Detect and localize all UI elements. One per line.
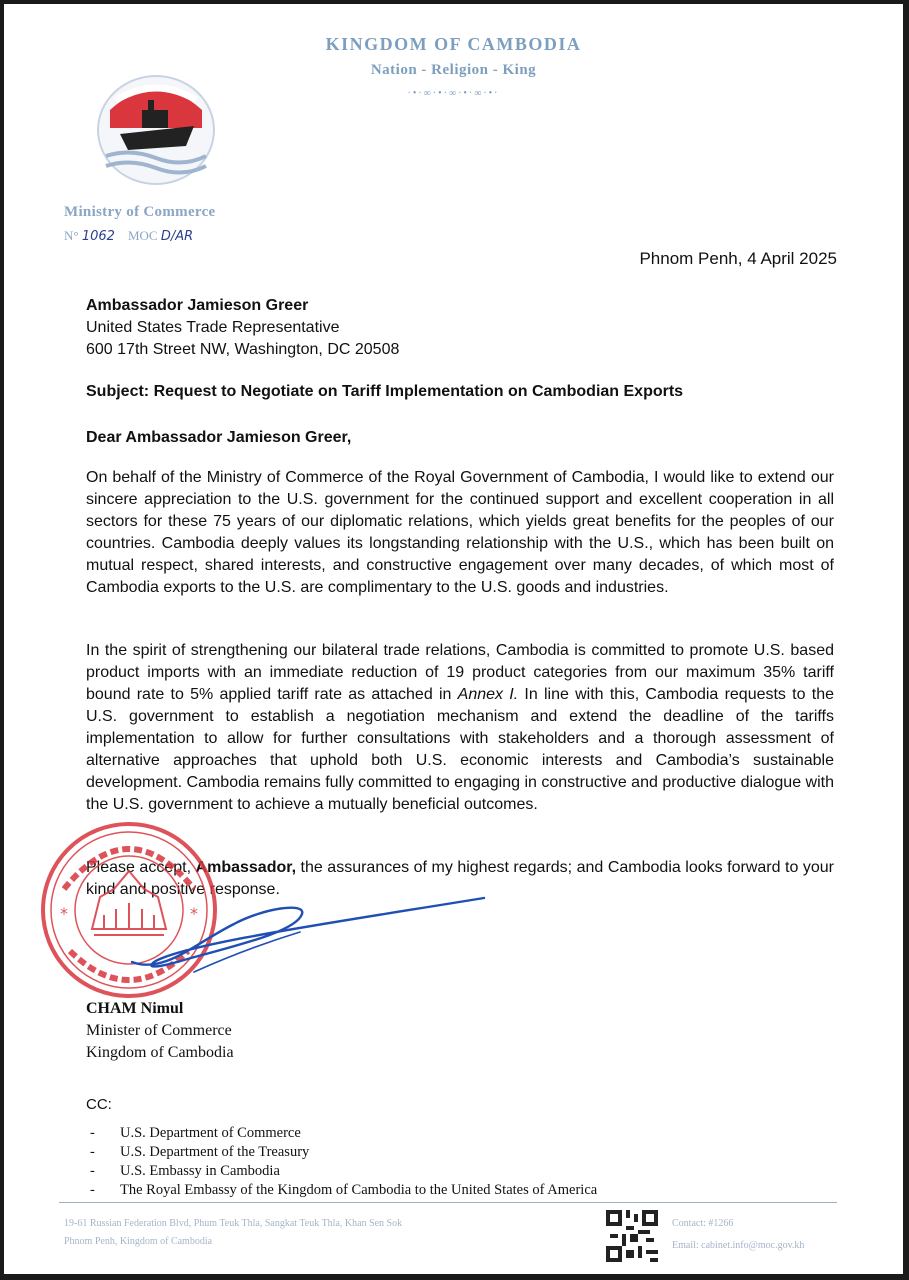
ministry-name: Ministry of Commerce [64,204,216,220]
paragraph-2-text-a: In the spirit of strengthening our bilateral trade relations, Cambodia is committed to promote U.S. based product imports with an immediate reduction of 19 product categories from our maximum 35% tariff bound rate to 5% applied tariff rate as attached in [86,642,834,703]
ref-suffix: D/AR [160,229,194,244]
paragraph-1-text: On behalf of the Ministry of Commerce of the Royal Government of Cambodia, I would like to extend our sincere appreciation to the U.S. government for the continued support and excellent cooperation in all sectors for these 75 years of our diplomatic relations, which yields great benefits for the peoples of our countries. Cambodia deeply values its longstanding relationship with the U.S., which has been built on mutual respect, shared interests, and constructive engagement over many decades, of which most of Cambodia exports to the U.S. are complimentary to the U.S. goods and industries. [86,469,834,596]
subject-line: Subject: Request to Negotiate on Tariff Implementation on Cambodian Exports [86,383,684,400]
cc-item: - U.S. Department of Commerce [86,1124,597,1143]
salutation: Dear Ambassador Jamieson Greer, [86,429,352,446]
letter-date: Phnom Penh, 4 April 2025 [639,249,837,268]
recipient-title: United States Trade Representative [86,319,340,336]
svg-text:*: * [60,904,68,923]
signatory-block [86,998,234,1064]
footer-email: Email: cabinet.info@moc.gov.kh [672,1240,805,1251]
cc-item: - U.S. Department of the Treasury [86,1143,597,1162]
paragraph-2-text-b: In line with this, Cambodia requests to the U.S. government to establish a negotiation mechanism and extend the deadline of the tariffs implementation to allow for further consultations with stakeholders and a thorough assessment of alternative approaches that uphold both U.S. economic interests and Cambodia’s sustainable development. Cambodia remains fully committed to engaging in constructive and productive dialogue with the U.S. government to achieve a mutually beneficial outcomes. [86,686,834,813]
signatory-org: Kingdom of Cambodia [86,1044,234,1061]
letter-page [4,4,903,1274]
closing-text-b: the assurances of my highest regards; and Cambodia looks forward to your kind and positive response. [86,859,834,898]
cc-label: CC: [86,1096,112,1113]
footer-divider [59,1202,837,1203]
cc-item: - The Royal Embassy of the Kingdom of Cambodia to the United States of America [86,1181,597,1200]
ref-number: 1062 [81,229,115,244]
footer-address-2: Phnom Penh, Kingdom of Cambodia [64,1236,213,1247]
recipient-block [86,295,834,361]
signatory-name: CHAM Nimul [86,1000,184,1017]
recipient-address: 600 17th Street NW, Washington, DC 20508 [86,341,400,358]
closing-ambassador: Ambassador, [195,859,297,876]
ref-prefix: N° [64,228,79,243]
annex-reference: Annex I. [457,686,519,703]
cc-list [86,1124,597,1200]
recipient-name: Ambassador Jamieson Greer [86,297,309,314]
handwritten-signature [124,884,504,994]
ref-moc: MOC [127,228,158,243]
national-motto: Nation - Religion - King [370,62,537,78]
footer-address-1: 19-61 Russian Federation Blvd, Phum Teuk Thla, Sangkat Teuk Thla, Khan Sen Sok [64,1218,403,1229]
cc-item: - U.S. Embassy in Cambodia [86,1162,597,1181]
footer-contact: Contact: #1266 [672,1218,734,1229]
paragraph-appreciation [86,467,834,599]
svg-text:*: * [190,904,198,923]
closing-text-a: Please accept, [86,859,196,876]
reference-line [64,228,193,244]
qr-code-icon [606,1210,658,1262]
header-ornament: ·•·∞·•·∞·•·∞·•· [407,88,500,99]
signatory-title: Minister of Commerce [86,1022,232,1039]
paragraph-request [86,640,834,816]
country-title: KINGDOM OF CAMBODIA [325,34,582,54]
